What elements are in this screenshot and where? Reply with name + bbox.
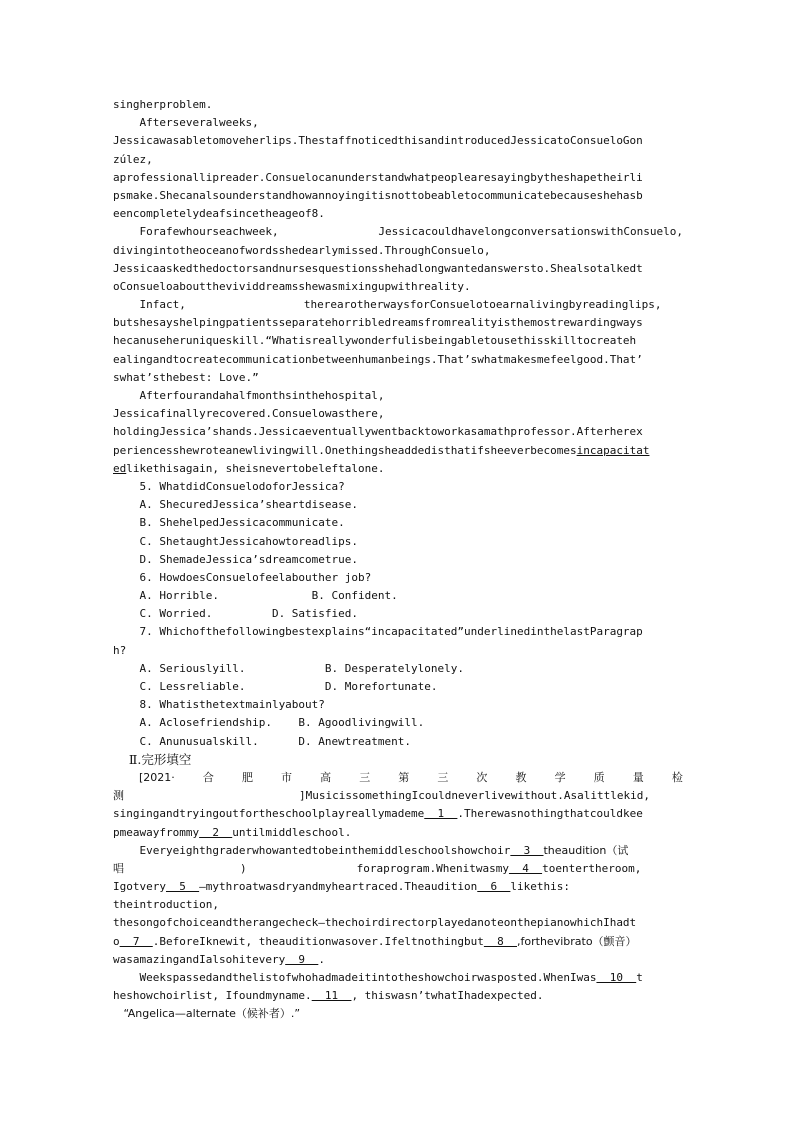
- passage-line: [113, 460, 683, 478]
- blank-7: 7: [119, 934, 153, 948]
- underlined-word: incapacitat: [576, 443, 650, 457]
- blank-10: 10: [596, 971, 637, 984]
- passage-line: [113, 296, 683, 314]
- passage-line: zúlez,: [113, 152, 153, 166]
- text-run: , thiswasn’twhatIhadexpected.: [351, 989, 544, 1003]
- source-char: 三: [437, 770, 449, 784]
- text-run: o: [113, 934, 120, 948]
- source-line: [113, 769, 683, 787]
- text-run: Everyeighthgraderwhowantedtobeinthemiddleschoolshowchoir: [113, 843, 511, 857]
- blank-5: 5: [165, 880, 200, 894]
- passage-line: singherproblem.: [113, 98, 213, 111]
- option-line: C. Lessreliable. D. Morefortunate.: [113, 680, 438, 693]
- text-run: Weekspassedandthelistofwhohadmadeitintotheshowchoirwasposted.WhenIwas: [113, 971, 597, 984]
- cloze-line: [113, 805, 683, 823]
- source-char: 量: [632, 770, 644, 784]
- passage-line: butshesayshelpingpatientsseparatehorribledreamsfromrealityisthemostrewardingways: [113, 316, 643, 330]
- source-char: 质: [593, 770, 605, 784]
- document-text: [113, 96, 683, 1024]
- cloze-line: [113, 787, 683, 805]
- text-run: Jessicacouldhavelongconversationswith: [378, 225, 624, 239]
- passage-line: hecanuseheruniqueskill.“Whatisreallywonderfulisbeingabletousethisskilltocreateh: [113, 334, 637, 348]
- option-line: C. ShetaughtJessicahowtoreadlips.: [113, 534, 359, 548]
- text-run: ,forthevibrato（颤音）: [517, 934, 637, 948]
- text-run: ]MusicissomethingIcouldneverlivewithout.Asalittlekid,: [299, 789, 650, 803]
- blank-3: 3: [510, 843, 544, 857]
- cloze-line: [113, 933, 683, 951]
- cloze-line: thesongofchoiceandtherangecheck—thechoirdirectorplayedanoteonthepianowhichIhadt: [113, 916, 637, 930]
- passage-line: Jessicafinallyrecovered.Consuelowasthere,: [113, 407, 385, 421]
- source-char: 教: [515, 770, 527, 784]
- blank-11: 11: [311, 989, 352, 1003]
- text-run: —mythroatwasdryandmyheartraced.Theaudition: [199, 880, 478, 894]
- passage-line: divingintotheoceanofwordsshedearlymissed.ThroughConsuelo,: [113, 243, 491, 257]
- text-run: periencesshewroteanewlivingwill.Onethingsheaddedisthatifsheeverbecomes: [113, 443, 577, 457]
- passage-line: psmake.Shecanalsounderstandhowannoyingitisnottobeabletocommunicatebecauseshehasb: [113, 188, 643, 202]
- cloze-line: theintroduction,: [113, 898, 219, 912]
- blank-1: 1: [424, 807, 458, 821]
- text-run: likethis:: [510, 880, 570, 894]
- source-char: 高: [320, 770, 332, 784]
- cloze-line: [113, 878, 683, 896]
- blank-6: 6: [477, 880, 511, 894]
- text-run: 测: [113, 789, 124, 803]
- blank-4: 4: [508, 861, 543, 875]
- option-line: A. Horrible. B. Confident.: [113, 589, 398, 603]
- source-char: 三: [359, 770, 371, 784]
- question-7-cont: h?: [113, 643, 127, 657]
- source-char: 检: [671, 770, 683, 784]
- blank-8: 8: [483, 934, 518, 948]
- option-line: B. ShehelpedJessicacommunicate.: [113, 516, 345, 530]
- text-run: 唱: [113, 861, 124, 875]
- source-char: 市: [281, 770, 293, 784]
- text-run: [378, 223, 683, 241]
- passage-line: eencompletelydeafsincetheageof8.: [113, 207, 325, 221]
- text-run: Forafewhourseachweek,: [113, 225, 279, 239]
- option-line: A. ShecuredJessica’sheartdisease.: [113, 498, 359, 512]
- question-5: 5. WhatdidConsuelodoforJessica?: [113, 479, 345, 493]
- text-run: untilmiddleschool.: [232, 825, 352, 839]
- text-run: .BeforeIknewit, theauditionwasover.Ifeltnothingbut: [152, 934, 484, 948]
- passage-line: [113, 442, 683, 460]
- question-8: 8. Whatisthetextmainlyabout?: [113, 698, 325, 712]
- cloze-line: [113, 969, 683, 987]
- source-char: 肥: [241, 770, 253, 784]
- passage-line: holdingJessica’shands.Jessicaeventuallywentbacktoworkasamathprofessor.Afterherex: [113, 425, 643, 439]
- text-run: ): [240, 861, 247, 875]
- text-run: theaudition（试: [543, 843, 629, 857]
- cloze-line: [113, 860, 683, 878]
- passage-line: ealingandtocreatecommunicationbetweenhumanbeings.That’swhatmakesmefeelgood.That’: [113, 352, 643, 366]
- cloze-line: [113, 824, 683, 842]
- option-line: D. ShemadeJessica’sdreamcometrue.: [113, 552, 359, 566]
- text-run: singingandtryingoutfortheschoolplayreallymademe: [113, 807, 425, 821]
- text-run: Igotvery: [113, 880, 166, 894]
- option-line: C. Anunusualskill. D. Anewtreatment.: [113, 734, 412, 748]
- passage-line: Jessicawasabletomoveherlips.ThestaffnoticedthisandintroducedJessicatoConsueloGon: [113, 134, 643, 148]
- option-line: A. Seriouslyill. B. Desperatelylonely.: [113, 661, 464, 675]
- option-line: C. Worried. D. Satisfied.: [113, 607, 359, 621]
- blank-9: 9: [285, 952, 319, 966]
- cloze-line: [113, 951, 683, 969]
- source-char: [2021·: [139, 770, 175, 784]
- passage-line: aprofessionallipreader.Consuelocanunderstandwhatpeoplearesayingbytheshapetheirli: [113, 170, 643, 184]
- blank-2: 2: [199, 825, 233, 839]
- option-line: A. Aclosefriendship. B. Agoodlivingwill.: [113, 716, 425, 730]
- source-char: 合: [202, 770, 214, 784]
- text-run: therearotherwaysforConsuelotoearnalivingbyreadinglips,: [303, 298, 662, 312]
- passage-line: swhat’sthebest: Love.”: [113, 370, 259, 384]
- passage-line: [113, 223, 683, 241]
- source-char: 第: [398, 770, 410, 784]
- underlined-word: ed: [113, 461, 127, 475]
- source-char: 学: [554, 770, 566, 784]
- question-6: 6. HowdoesConsuelofeelabouther job?: [113, 570, 372, 584]
- text-run: wasamazingandIalsohitevery: [113, 952, 286, 966]
- cloze-line: [113, 842, 683, 860]
- text-run: .Therewasnothingthatcouldkee: [457, 807, 643, 821]
- passage-line: oConsueloaboutthevividdreamsshewasmixingupwithreality.: [113, 279, 471, 293]
- question-7: 7. Whichofthefollowingbestexplains“incapacitated”underlinedinthelastParagrap: [113, 625, 643, 639]
- passage-line: Jessicaaskedthedoctorsandnursesquestionsshehadlongwantedanswersto.Shealsotalkedt: [113, 261, 643, 275]
- text-run: t: [636, 971, 643, 984]
- text-run: toentertheroom,: [542, 861, 642, 875]
- section-title: Ⅱ.完形填空: [113, 751, 192, 767]
- text-run: foraprogram.Whenitwasmy: [356, 861, 509, 875]
- source-char: 次: [476, 770, 488, 784]
- text-run: Infact,: [113, 298, 186, 312]
- cloze-line: “Angelica—alternate（候补者）.”: [113, 1007, 301, 1021]
- passage-line: Afterseveralweeks,: [113, 116, 259, 130]
- text-run: pmeawayfrommy: [113, 825, 200, 839]
- text-run: .: [318, 952, 325, 966]
- text-run: likethisagain, sheisnevertobeleftalone.: [126, 461, 385, 475]
- passage-line: Afterfourandahalfmonthsinthehospital,: [113, 389, 385, 402]
- cloze-line: [113, 987, 683, 1005]
- text-run: heshowchoirlist, Ifoundmyname.: [113, 989, 312, 1003]
- text-run: Consuelo,: [623, 225, 683, 239]
